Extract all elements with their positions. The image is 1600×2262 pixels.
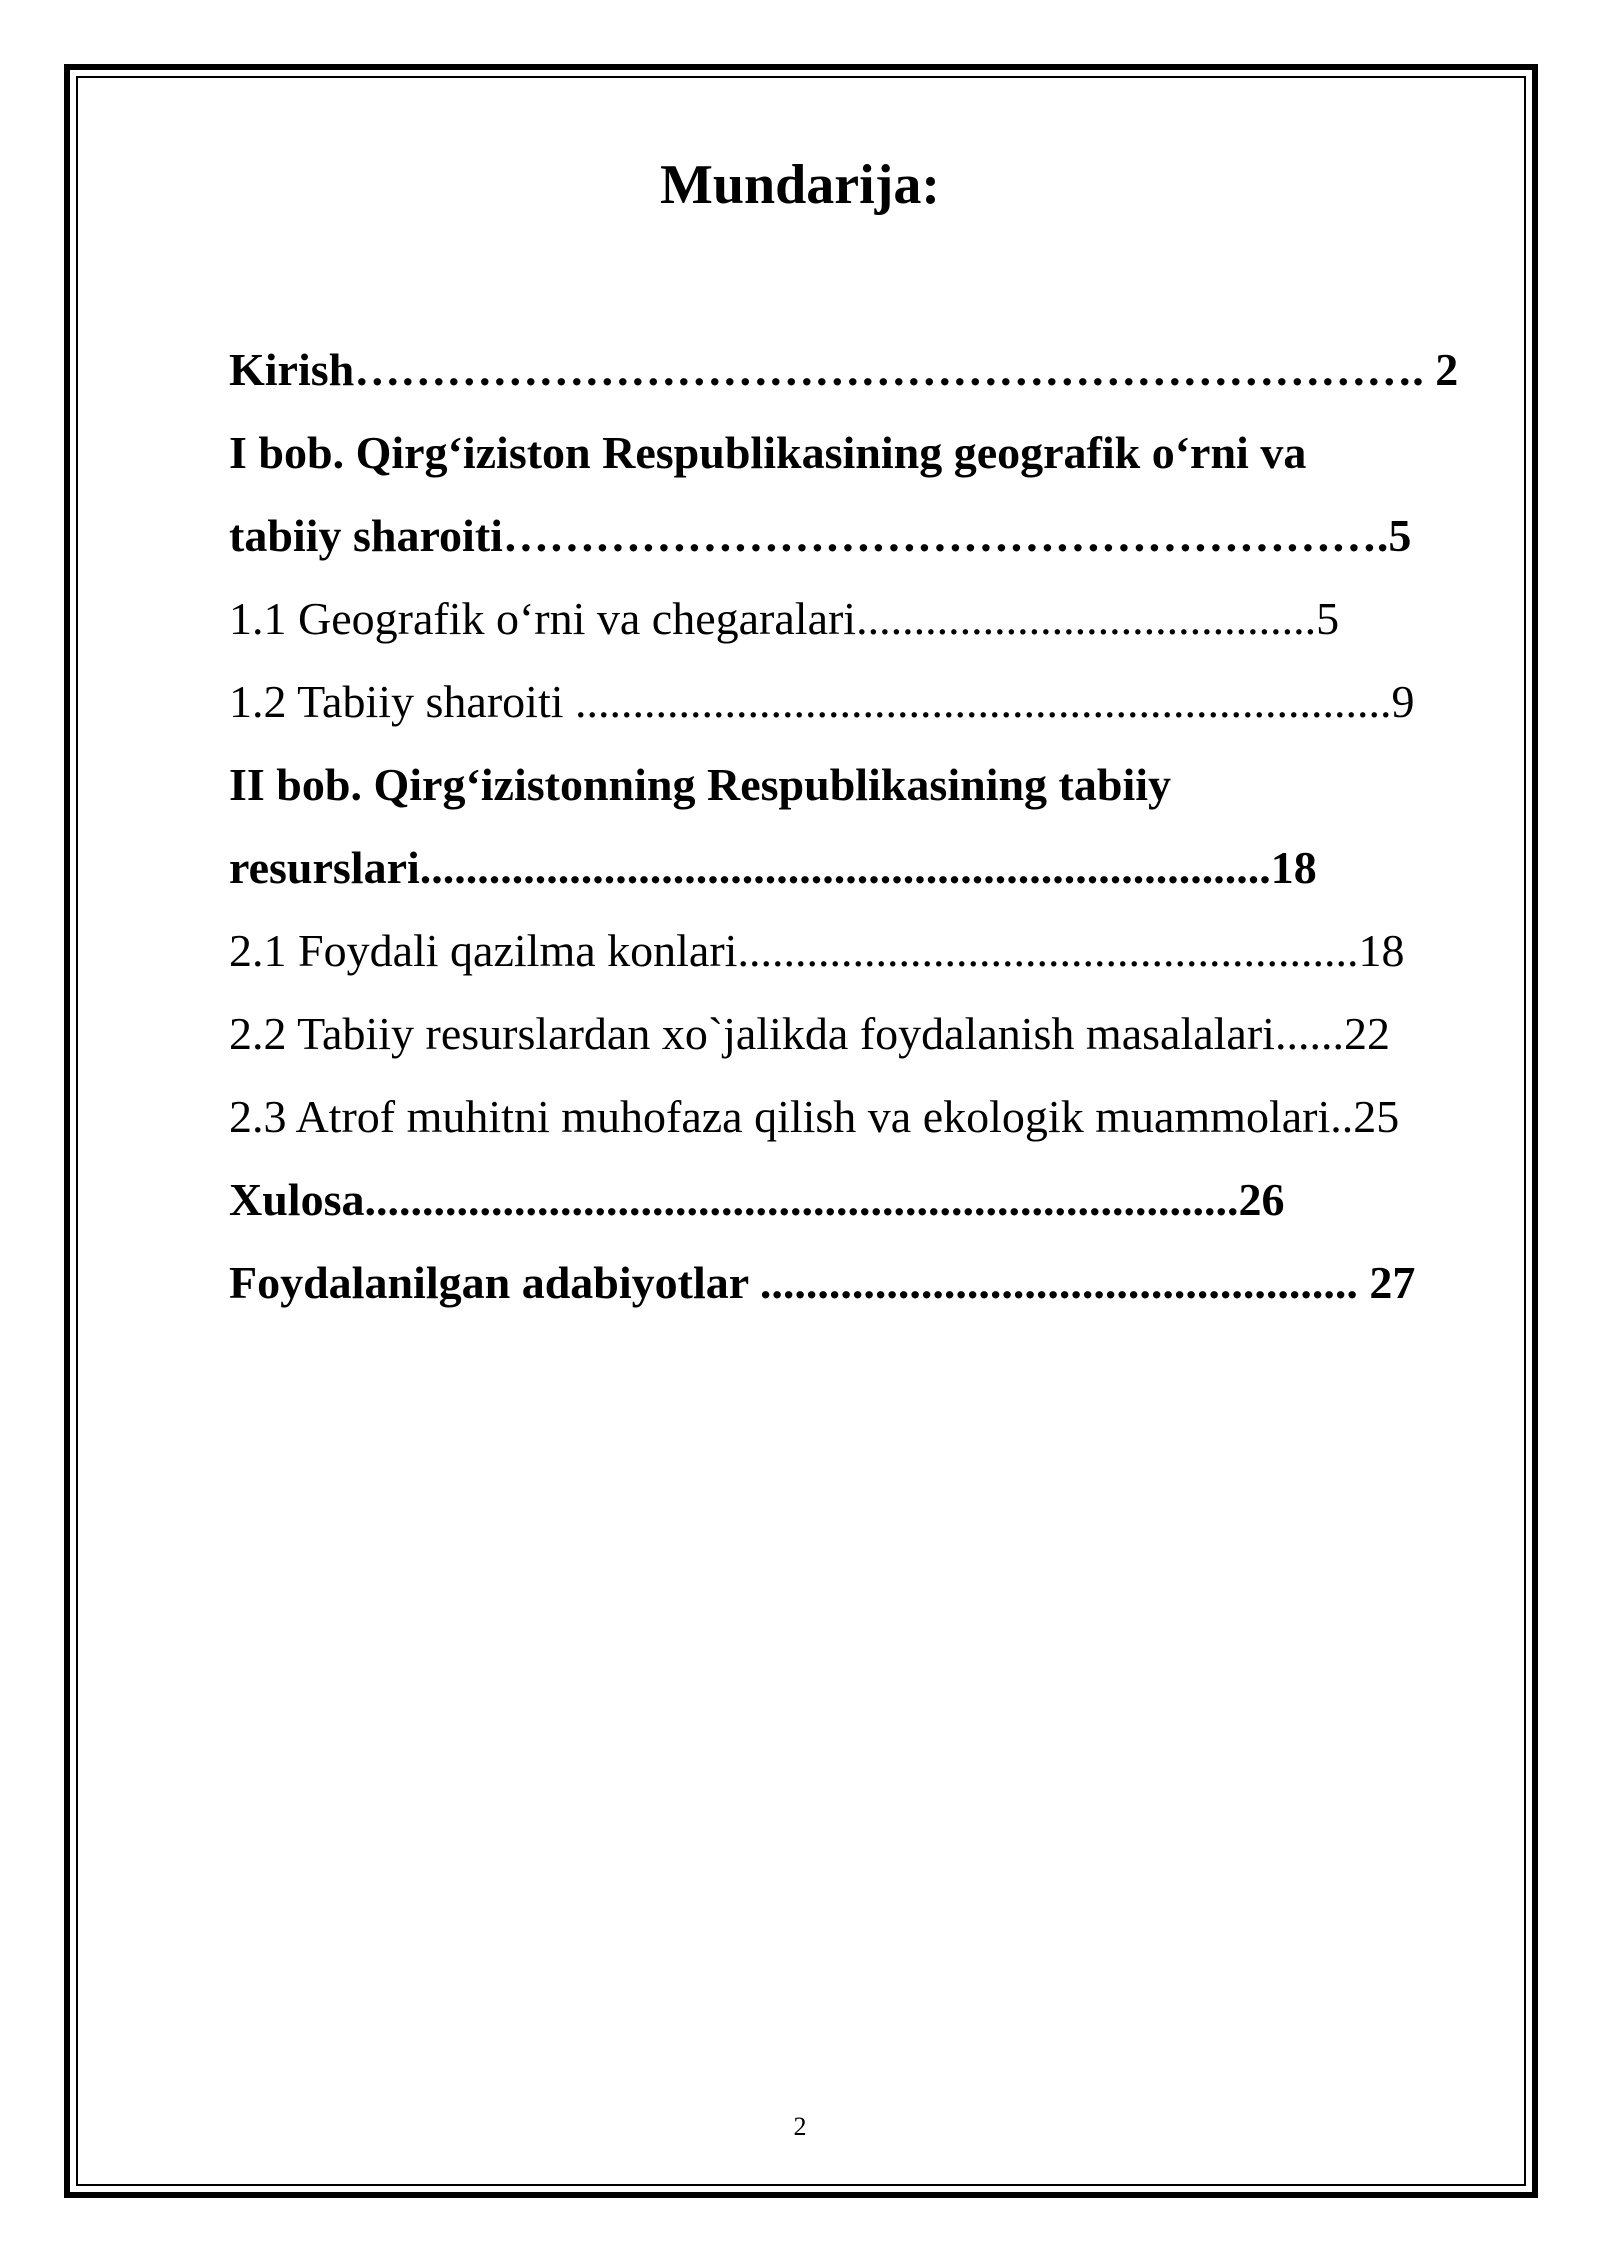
toc-entry-section-2-3: 2.3 Atrof muhitni muhofaza qilish va ekologik muammolari..25 xyxy=(229,1091,1400,1142)
toc-entry-chapter-1: I bob. Qirg‘iziston Respublikasining geografik o‘rni va xyxy=(229,427,1307,478)
page-number: 2 xyxy=(793,2112,807,2141)
page-title: Mundarija: xyxy=(660,154,940,216)
toc-entry-section-1-2: 1.2 Tabiiy sharoiti .......................................................................9 xyxy=(229,676,1415,727)
toc-entry-xulosa: Xulosa............................................................................26 xyxy=(229,1174,1285,1225)
toc-entry-section-2-1: 2.1 Foydali qazilma konlari......................................................18 xyxy=(229,925,1405,976)
toc-entry-adabiyotlar: Foydalanilgan adabiyotlar .................................................... 27 xyxy=(229,1257,1416,1308)
toc-entry-section-2-2: 2.2 Tabiiy resurslardan xo`jalikda foydalanish masalalari......22 xyxy=(229,1008,1390,1059)
toc-entry-chapter-1-cont: tabiiy sharoiti………………………………………………….5 xyxy=(229,510,1412,561)
toc-entry-chapter-2-cont: resurslari..........................................................................18 xyxy=(229,842,1317,893)
toc-entry-kirish: Kirish……………………………………………………………. 2 xyxy=(229,344,1459,395)
toc-entry-chapter-2: II bob. Qirg‘izistonning Respublikasining tabiiy xyxy=(229,759,1172,810)
toc-entry-section-1-1: 1.1 Geografik o‘rni va chegaralari........................................5 xyxy=(229,593,1340,644)
